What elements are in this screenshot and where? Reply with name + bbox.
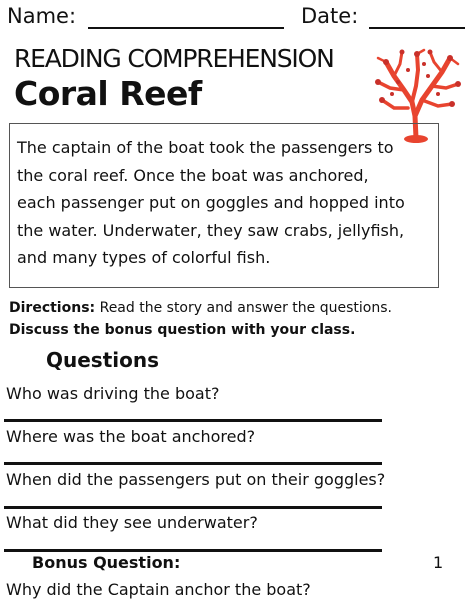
question-4: What did they see underwater? (6, 513, 258, 532)
answer-line-3[interactable] (4, 506, 382, 509)
worksheet-title: Coral Reef (14, 74, 202, 113)
worksheet-subtitle: READING COMPREHENSION (14, 44, 334, 73)
question-2: Where was the boat anchored? (6, 427, 256, 446)
directions-text: Read the story and answer the questions. (95, 300, 392, 316)
date-field-line[interactable] (369, 27, 465, 29)
story-line: and many types of colorful fish. (17, 248, 271, 267)
directions (9, 297, 469, 341)
bonus-question: Why did the Captain anchor the boat? (6, 580, 311, 599)
directions-label: Directions: (9, 300, 96, 316)
name-label: Name: (7, 4, 77, 28)
answer-line-2[interactable] (4, 462, 382, 465)
answer-line-1[interactable] (4, 419, 382, 422)
questions-heading: Questions (46, 348, 160, 372)
directions-discuss: Discuss the bonus question with your class. (9, 322, 356, 338)
bonus-label: Bonus Question: (32, 553, 181, 572)
name-field-line[interactable] (88, 27, 284, 29)
story-line: the coral reef. Once the boat was anchored, (17, 165, 369, 185)
page-number: 1 (433, 553, 444, 572)
question-3: When did the passengers put on their goggles? (6, 470, 386, 489)
question-1: Who was driving the boat? (6, 384, 220, 403)
story-text (17, 134, 435, 272)
date-label: Date: (301, 4, 359, 28)
story-line: each passenger put on goggles and hopped into (17, 193, 405, 212)
story-line: The captain of the boat took the passengers to (17, 138, 394, 157)
story-line: the water. Underwater, they saw crabs, jellyfish, (17, 220, 405, 240)
answer-line-4[interactable] (4, 549, 382, 552)
